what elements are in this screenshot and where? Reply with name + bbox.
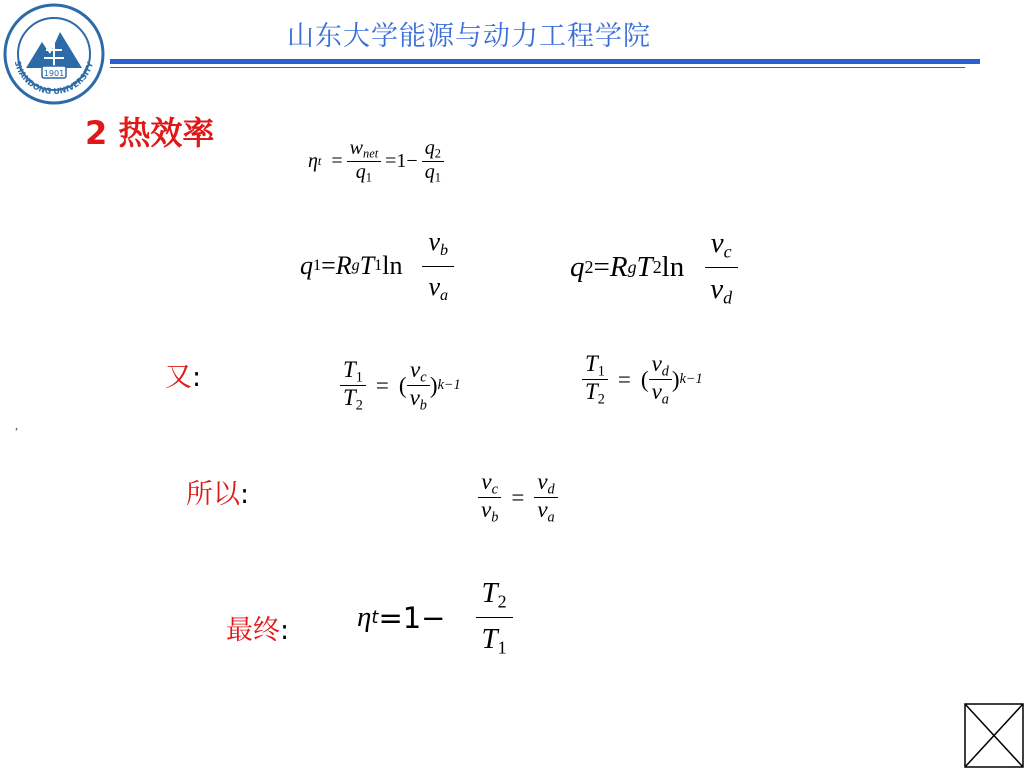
heat-input-equation: q 1 = R g T 1 ln $\frac{v_b}{v_a}$	[300, 228, 454, 305]
efficiency-equation: η t = $\frac{w_{net}}{q_1}$ = 1 − $\frac{q_2}{q_1}$	[308, 138, 448, 184]
university-seal-icon	[2, 2, 106, 106]
svg-text:SHANDONG UNIVERSITY: SHANDONG UNIVERSITY	[12, 59, 96, 97]
close-box-icon[interactable]	[964, 703, 1024, 768]
adiabatic-ratio-equation-2: $\frac{T_1}{T_2}$ = ( $\frac{v_d}{v_a}$ ) k−1	[582, 352, 703, 407]
header-divider	[110, 59, 980, 64]
svg-text:1901: 1901	[43, 69, 65, 78]
heat-rejected-equation: q 2 = R g T 2 ln $\frac{v_c}{v_d}$	[570, 228, 738, 308]
page-title: 山东大学能源与动力工程学院	[287, 21, 651, 52]
label-finally: 最终:	[226, 615, 290, 646]
result-equation: η t =1− $\frac{T_2}{T_1}$	[357, 578, 513, 658]
stray-mark: ,	[15, 418, 18, 432]
section-heading: 2 热效率	[85, 114, 215, 152]
adiabatic-ratio-equation-1: $\frac{T_1}{T_2}$ = ( $\frac{v_c}{v_b}$ ) k−1	[340, 358, 461, 413]
label-therefore: 所以:	[186, 479, 250, 510]
header-divider-thin	[110, 67, 965, 68]
label-also: 又:	[165, 362, 202, 393]
volume-ratio-equation: $\frac{v_c}{v_b}$ = $\frac{v_d}{v_a}$	[478, 470, 558, 525]
